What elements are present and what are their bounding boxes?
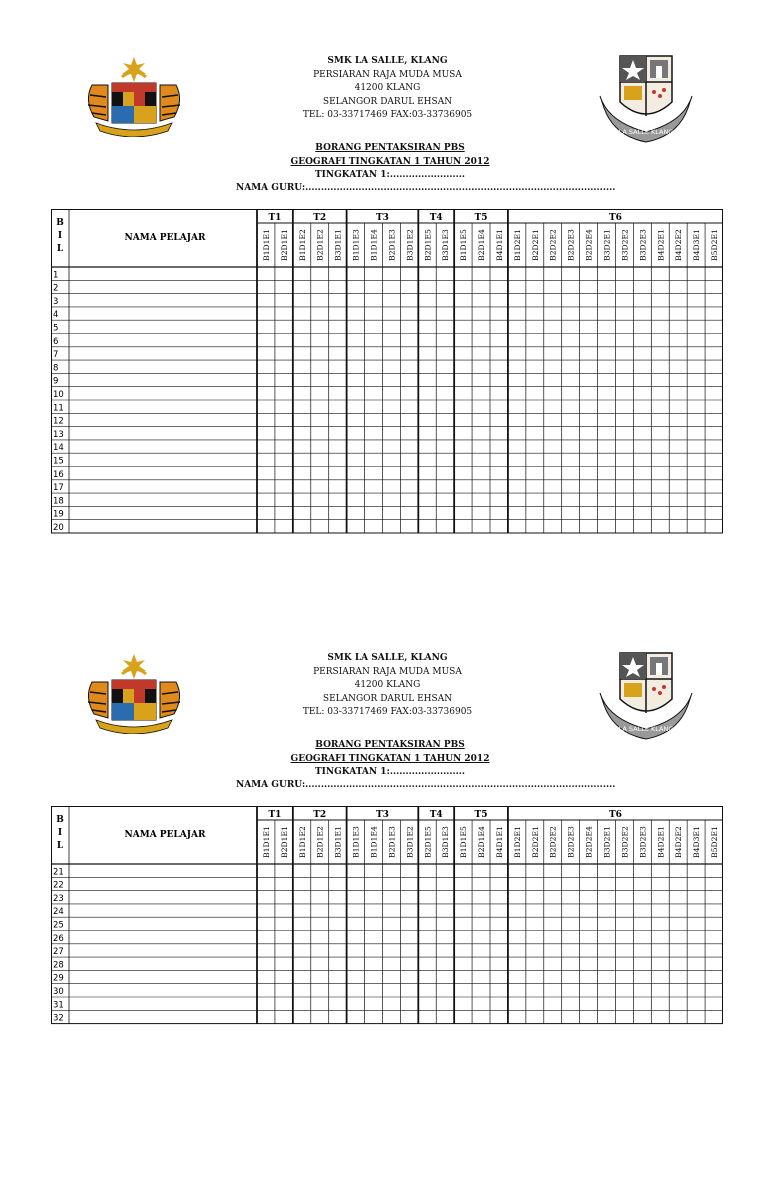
- column-code-label: B1D1E3: [351, 826, 361, 858]
- column-code-label: B5D2E1: [710, 826, 720, 858]
- column-code-label: B2D1E3: [387, 229, 397, 261]
- row-number: 21: [53, 867, 64, 878]
- row-number: 27: [53, 947, 64, 958]
- row-number: 12: [53, 416, 64, 427]
- column-code-label: B3D1E1: [333, 229, 343, 261]
- row-number: 16: [53, 469, 64, 480]
- form-title-block: [230, 142, 550, 183]
- table-row: [51, 413, 723, 426]
- table-row: [51, 506, 723, 519]
- bil-header-letter: B: [56, 218, 64, 228]
- table-row: [51, 984, 723, 997]
- column-code-label: B4D1E1: [494, 229, 504, 261]
- la-salle-klang-crest-icon: [598, 649, 694, 741]
- row-number: 17: [53, 483, 64, 494]
- column-code-label: B3D2E1: [602, 229, 612, 261]
- column-code-label: B3D2E3: [638, 826, 648, 858]
- row-number: 7: [53, 350, 59, 361]
- student-name-cell[interactable]: [70, 1011, 256, 1022]
- contact-line: TEL: 03-33717469 FAX:03-33736905: [302, 707, 473, 717]
- column-code-label: B4D1E1: [494, 826, 504, 858]
- form-title-block: [230, 739, 550, 780]
- address-line-3: SELANGOR DARUL EHSAN: [322, 96, 453, 107]
- student-name-cell[interactable]: [70, 494, 256, 505]
- row-number: 6: [53, 336, 59, 347]
- column-code-label: B4D2E2: [674, 229, 684, 261]
- student-name-cell[interactable]: [70, 348, 256, 359]
- table-row: [51, 387, 723, 400]
- group-label-t2: T2: [313, 810, 327, 820]
- column-code-label: B3D2E2: [620, 826, 630, 858]
- group-label-t6: T6: [608, 810, 622, 820]
- column-code-label: B2D2E1: [530, 826, 540, 858]
- student-name-cell[interactable]: [70, 374, 256, 385]
- table-row: [51, 373, 723, 386]
- table-row: [51, 931, 723, 944]
- student-name-cell[interactable]: [70, 878, 256, 889]
- student-name-cell[interactable]: [70, 481, 256, 492]
- column-code-label: B4D3E1: [692, 229, 702, 261]
- column-code-label: B3D1E2: [405, 826, 415, 858]
- table-row: [51, 467, 723, 480]
- row-number: 32: [53, 1013, 64, 1024]
- row-number: 18: [53, 496, 64, 507]
- row-number: 11: [53, 403, 64, 414]
- student-name-cell[interactable]: [70, 905, 256, 916]
- student-name-cell[interactable]: [70, 308, 256, 319]
- student-name-cell[interactable]: [70, 945, 256, 956]
- student-name-cell[interactable]: [70, 521, 256, 532]
- group-label-t3: T3: [375, 810, 389, 820]
- column-code-label: B3D2E3: [638, 229, 648, 261]
- table-row: [51, 944, 723, 957]
- column-code-label: B2D1E4: [477, 229, 487, 261]
- student-name-cell[interactable]: [70, 295, 256, 306]
- crest-motto: LA SALLE KLANG: [618, 725, 674, 733]
- table-row: [51, 877, 723, 890]
- group-label-t6: T6: [608, 213, 622, 223]
- student-name-cell[interactable]: [70, 281, 256, 292]
- teacher-name-field[interactable]: NAMA GURU:...................................................................................................: [236, 780, 616, 790]
- column-code-label: B2D1E2: [315, 826, 325, 858]
- column-code-label: B2D1E3: [387, 826, 397, 858]
- row-number: 20: [53, 523, 64, 533]
- student-name-cell[interactable]: [70, 428, 256, 439]
- group-label-t5: T5: [474, 810, 488, 820]
- group-label-t1: T1: [268, 810, 282, 820]
- table-row: [51, 904, 723, 917]
- group-label-t3: T3: [375, 213, 389, 223]
- table-row: [51, 493, 723, 506]
- column-code-label: B2D1E1: [279, 826, 289, 858]
- student-name-cell[interactable]: [70, 388, 256, 399]
- row-number: 1: [53, 270, 59, 281]
- form-title: BORANG PENTAKSIRAN PBS: [315, 740, 465, 750]
- table-row: [51, 320, 723, 333]
- student-name-cell[interactable]: [70, 335, 256, 346]
- address-line-1: PERSIARAN RAJA MUDA MUSA: [313, 69, 462, 80]
- column-code-label: B4D2E1: [656, 826, 666, 858]
- column-code-label: B1D1E2: [297, 229, 307, 261]
- student-name-cell[interactable]: [70, 971, 256, 982]
- table-row: [51, 453, 723, 466]
- row-number: 10: [53, 390, 64, 400]
- column-code-label: B4D2E2: [674, 826, 684, 858]
- student-name-cell[interactable]: [70, 468, 256, 479]
- column-code-label: B4D2E1: [656, 229, 666, 261]
- column-code-label: B3D2E1: [602, 826, 612, 858]
- table-row: [51, 400, 723, 413]
- address-line-1: PERSIARAN RAJA MUDA MUSA: [313, 666, 462, 677]
- bil-header-letter: L: [56, 244, 64, 254]
- table-row: [51, 307, 723, 320]
- form-subtitle: GEOGRAFI TINGKATAN 1 TAHUN 2012: [290, 753, 490, 764]
- school-name: SMK LA SALLE, KLANG: [327, 653, 448, 663]
- column-code-label: B2D1E2: [315, 229, 325, 261]
- address-line-3: SELANGOR DARUL EHSAN: [322, 693, 453, 704]
- table-row: [51, 891, 723, 904]
- address-line-2: 41200 KLANG: [354, 83, 421, 93]
- student-name-cell[interactable]: [70, 892, 256, 903]
- form-subtitle: GEOGRAFI TINGKATAN 1 TAHUN 2012: [290, 156, 490, 167]
- column-code-label: B4D3E1: [692, 826, 702, 858]
- column-code-label: B1D2E1: [512, 826, 522, 858]
- table-row: [51, 957, 723, 970]
- form-title: BORANG PENTAKSIRAN PBS: [315, 143, 465, 153]
- school-name: SMK LA SALLE, KLANG: [327, 56, 448, 66]
- student-name-cell[interactable]: [70, 998, 256, 1009]
- malaysia-coat-of-arms-icon: [78, 55, 190, 137]
- row-number: 29: [53, 973, 64, 984]
- contact-line: TEL: 03-33717469 FAX:03-33736905: [302, 110, 473, 120]
- row-number: 28: [53, 960, 64, 971]
- row-number: 2: [53, 283, 59, 294]
- row-number: 14: [53, 443, 64, 454]
- row-number: 24: [53, 907, 64, 918]
- row-number: 22: [53, 880, 64, 891]
- table-row: [51, 440, 723, 453]
- group-label-t1: T1: [268, 213, 282, 223]
- la-salle-klang-crest-icon: [598, 52, 694, 144]
- column-code-label: B1D1E4: [369, 826, 379, 858]
- student-name-cell[interactable]: [70, 932, 256, 943]
- column-code-label: B2D1E1: [279, 229, 289, 261]
- column-code-label: B2D2E2: [548, 229, 558, 261]
- tingkatan-field[interactable]: TINGKATAN 1:........................: [314, 170, 466, 180]
- assessment-sheet-2: [0, 597, 768, 1197]
- row-number: 3: [53, 296, 59, 307]
- table-row: [51, 520, 723, 533]
- row-number: 23: [53, 893, 64, 904]
- crest-motto: LA SALLE KLANG: [618, 128, 674, 136]
- column-code-label: B5D2E1: [710, 229, 720, 261]
- bil-header-letter: L: [56, 841, 64, 851]
- student-name-cell[interactable]: [70, 865, 256, 876]
- row-number: 4: [53, 310, 59, 321]
- column-code-label: B1D1E4: [369, 229, 379, 261]
- row-number: 19: [53, 509, 64, 520]
- malaysia-coat-of-arms-icon: [78, 652, 190, 734]
- table-row: [51, 917, 723, 930]
- bil-header-letter: I: [57, 828, 63, 838]
- student-name-cell[interactable]: [70, 414, 256, 425]
- student-name-cell[interactable]: [70, 454, 256, 465]
- column-code-label: B2D2E2: [548, 826, 558, 858]
- table-row: [53, 865, 256, 877]
- column-code-label: B1D1E1: [261, 826, 271, 858]
- teacher-name-field[interactable]: NAMA GURU:...................................................................................................: [236, 183, 616, 193]
- student-name-cell[interactable]: [70, 441, 256, 452]
- column-code-label: B2D2E1: [530, 229, 540, 261]
- row-number: 31: [53, 1000, 64, 1011]
- table-row: [51, 427, 723, 440]
- row-number: 30: [53, 987, 64, 997]
- column-code-label: B3D1E3: [441, 229, 451, 261]
- column-code-label: B1D2E1: [512, 229, 522, 261]
- group-label-t4: T4: [429, 810, 443, 820]
- row-number: 5: [53, 323, 59, 334]
- row-number: 13: [53, 429, 64, 440]
- student-name-cell[interactable]: [70, 958, 256, 969]
- table-row: [51, 347, 723, 360]
- assessment-table: [51, 209, 723, 535]
- table-row: [51, 1010, 723, 1023]
- column-code-label: B2D2E4: [584, 826, 594, 858]
- student-name-cell[interactable]: [70, 401, 256, 412]
- column-code-label: B3D2E2: [620, 229, 630, 261]
- row-number: 15: [53, 456, 64, 467]
- row-number: 25: [53, 920, 64, 931]
- table-row: [51, 997, 723, 1010]
- column-code-label: B1D1E2: [297, 826, 307, 858]
- tingkatan-field[interactable]: TINGKATAN 1:........................: [314, 767, 466, 777]
- column-code-label: B1D1E5: [459, 229, 469, 261]
- table-row: [51, 970, 723, 983]
- column-code-label: B2D2E3: [566, 826, 576, 858]
- group-label-t4: T4: [429, 213, 443, 223]
- column-code-label: B2D1E5: [423, 229, 433, 261]
- group-label-t2: T2: [313, 213, 327, 223]
- student-name-cell[interactable]: [70, 268, 256, 279]
- column-code-label: B3D1E2: [405, 229, 415, 261]
- column-code-label: B3D1E1: [333, 826, 343, 858]
- group-label-t5: T5: [474, 213, 488, 223]
- table-row: [51, 334, 723, 347]
- bil-header-letter: I: [57, 231, 63, 241]
- column-code-label: B1D1E1: [261, 229, 271, 261]
- bil-header-letter: B: [56, 815, 64, 825]
- table-row: [51, 480, 723, 493]
- student-name-cell[interactable]: [70, 985, 256, 996]
- column-code-label: B2D2E4: [584, 229, 594, 261]
- name-column-header: NAMA PELAJAR: [124, 830, 206, 840]
- column-code-label: B1D1E5: [459, 826, 469, 858]
- table-row: [51, 294, 723, 307]
- row-number: 9: [53, 376, 59, 387]
- address-line-2: 41200 KLANG: [354, 680, 421, 690]
- column-code-label: B1D1E3: [351, 229, 361, 261]
- column-code-label: B3D1E3: [441, 826, 451, 858]
- school-header: [220, 55, 555, 123]
- assessment-table: [51, 806, 723, 1132]
- student-name-cell[interactable]: [70, 918, 256, 929]
- table-row: [51, 280, 723, 293]
- name-column-header: NAMA PELAJAR: [124, 233, 206, 243]
- column-code-label: B2D2E3: [566, 229, 576, 261]
- column-code-label: B2D1E4: [477, 826, 487, 858]
- table-row: [53, 268, 256, 280]
- student-name-cell[interactable]: [70, 321, 256, 332]
- student-name-cell[interactable]: [70, 361, 256, 372]
- row-number: 8: [53, 363, 59, 374]
- column-code-label: B2D1E5: [423, 826, 433, 858]
- student-name-cell[interactable]: [70, 507, 256, 518]
- school-header: [220, 652, 555, 720]
- table-row: [51, 360, 723, 373]
- row-number: 26: [53, 933, 64, 944]
